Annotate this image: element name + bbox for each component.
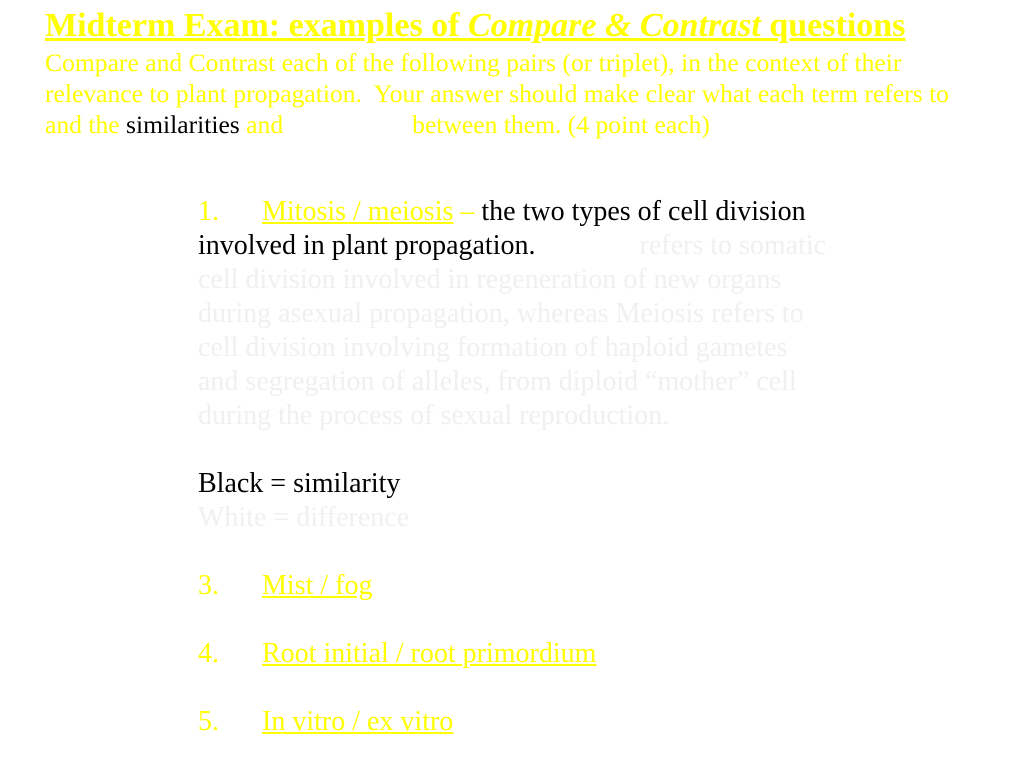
question-1-line-1 <box>198 195 826 229</box>
question-list <box>198 195 826 739</box>
hidden-word-gap <box>283 132 412 133</box>
question-intro-cont: involved in plant propagation. <box>198 230 536 261</box>
answer-text: refers to somatic <box>639 230 827 261</box>
title-lead: Midterm Exam: examples of <box>45 7 469 44</box>
instructions-line-2: relevance to plant propagation. Your answer should make clear what each term refers to <box>45 79 949 108</box>
answer-line: and segregation of alleles, from diploid “mother” cell <box>198 366 797 397</box>
question-3 <box>198 569 826 603</box>
question-5 <box>198 705 826 739</box>
instructions-line-3-and: and <box>239 110 284 139</box>
blank-line <box>198 433 826 467</box>
term-dash: – <box>453 196 482 227</box>
question-number: 4. <box>198 638 219 669</box>
answer-line: during the process of sexual reproduction. <box>198 400 670 431</box>
title-trail: questions <box>760 7 906 44</box>
question-number: 3. <box>198 570 219 601</box>
instructions-line-3-lead: and the <box>45 110 127 139</box>
question-number: 1. <box>198 196 219 227</box>
question-1-line-2 <box>198 229 826 263</box>
question-term: In vitro / ex vitro <box>262 706 454 737</box>
legend-similarity: Black = similarity <box>198 468 401 499</box>
question-intro: the two types of cell division <box>481 196 806 227</box>
blank-line <box>198 671 826 705</box>
blank-line <box>198 603 826 637</box>
question-number: 5. <box>198 706 219 737</box>
question-term: Mist / fog <box>262 570 373 601</box>
instructions <box>45 47 949 140</box>
slide-title <box>45 6 905 46</box>
answer-line: during asexual propagation, whereas Meiosis refers to <box>198 298 804 329</box>
instructions-line-1: Compare and Contrast each of the following pairs (or triplet), in the context of their <box>45 48 902 77</box>
legend-difference: White = difference <box>198 502 410 533</box>
instructions-line-3 <box>45 109 949 140</box>
question-term: Root initial / root primordium <box>262 638 597 669</box>
hidden-word-gap <box>536 253 640 254</box>
blank-line <box>198 535 826 569</box>
question-term: Mitosis / meiosis <box>262 196 454 227</box>
question-4 <box>198 637 826 671</box>
title-emphasis: Compare & Contrast <box>468 7 761 44</box>
answer-line: cell division involved in regeneration of new organs <box>198 264 782 295</box>
instructions-line-3-trail: between them. (4 point each) <box>412 110 710 139</box>
answer-line: cell division involving formation of haploid gametes <box>198 332 788 363</box>
similarities-word: similarities <box>126 110 240 139</box>
